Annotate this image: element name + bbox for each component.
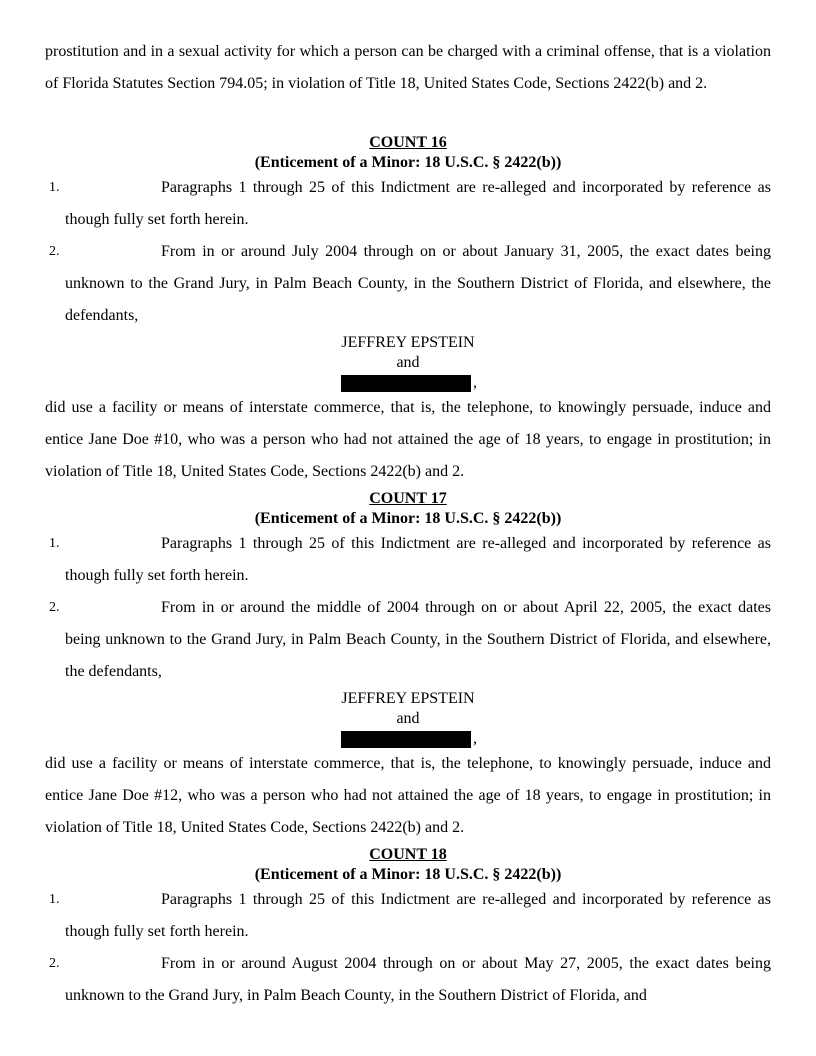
count-16-redaction-line xyxy=(0,373,816,393)
item-text: From in or around the middle of 2004 through on or about April 22, 2005, the exact dates being unknown to the Grand Jury, in Palm Beach County, in the Southern District of Florida, and elsewhere, the defendants, xyxy=(65,599,771,680)
redaction-comma: , xyxy=(473,730,477,747)
count-17-defendants xyxy=(45,689,771,729)
count-16-subtitle: (Enticement of a Minor: 18 U.S.C. § 2422(b)) xyxy=(254,154,562,171)
count-18-heading xyxy=(45,845,771,885)
count-17-subtitle: (Enticement of a Minor: 18 U.S.C. § 2422(b)) xyxy=(254,510,562,527)
defendant-conjunction: and xyxy=(396,710,420,727)
count-16-title: COUNT 16 xyxy=(369,134,447,151)
count-17-heading xyxy=(45,489,771,529)
count-17-title: COUNT 17 xyxy=(369,490,447,507)
item-number: 2. xyxy=(49,956,60,971)
redaction-box xyxy=(341,731,471,748)
item-number: 2. xyxy=(49,244,60,259)
defendant-conjunction: and xyxy=(396,354,420,371)
item-text: Paragraphs 1 through 25 of this Indictment are re-alleged and incorporated by reference as though fully set forth herein. xyxy=(65,891,771,940)
intro-paragraph: prostitution and in a sexual activity for which a person can be charged with a criminal offense, that is a violation of Florida Statutes Section 794.05; in violation of Title 18, United States Code, Sections 2422(b) and 2. xyxy=(45,43,771,92)
item-text: From in or around August 2004 through on or about May 27, 2005, the exact dates being unknown to the Grand Jury, in Palm Beach County, in the Southern District of Florida, and xyxy=(65,955,771,1004)
count-18-title: COUNT 18 xyxy=(369,846,447,863)
count-16-heading xyxy=(45,133,771,173)
item-text: Paragraphs 1 through 25 of this Indictment are re-alleged and incorporated by reference as though fully set forth herein. xyxy=(65,179,771,228)
item-number: 1. xyxy=(49,892,60,907)
count-16-defendants xyxy=(45,333,771,373)
item-text: From in or around July 2004 through on or about January 31, 2005, the exact dates being unknown to the Grand Jury, in Palm Beach County, in the Southern District of Florida, and elsewhere, the defendants, xyxy=(65,243,771,324)
count-18-subtitle: (Enticement of a Minor: 18 U.S.C. § 2422(b)) xyxy=(254,866,562,883)
item-number: 2. xyxy=(49,600,60,615)
count-17-redaction-line xyxy=(0,729,816,749)
defendant-name: JEFFREY EPSTEIN xyxy=(341,334,475,351)
redaction-comma: , xyxy=(473,374,477,391)
count-16-closing: did use a facility or means of interstate commerce, that is, the telephone, to knowingly persuade, induce and entice Jane Doe #10, who was a person who had not attained the age of 18 years, to engage in prostitution; in violation of Title 18, United States Code, Sections 2422(b) and 2. xyxy=(45,399,771,480)
item-number: 1. xyxy=(49,180,60,195)
count-17-closing: did use a facility or means of interstate commerce, that is, the telephone, to knowingly persuade, induce and entice Jane Doe #12, who was a person who had not attained the age of 18 years, to engage in prostitution; in violation of Title 18, United States Code, Sections 2422(b) and 2. xyxy=(45,755,771,836)
item-text: Paragraphs 1 through 25 of this Indictment are re-alleged and incorporated by reference as though fully set forth herein. xyxy=(65,535,771,584)
item-number: 1. xyxy=(49,536,60,551)
redaction-box xyxy=(341,375,471,392)
defendant-name: JEFFREY EPSTEIN xyxy=(341,690,475,707)
